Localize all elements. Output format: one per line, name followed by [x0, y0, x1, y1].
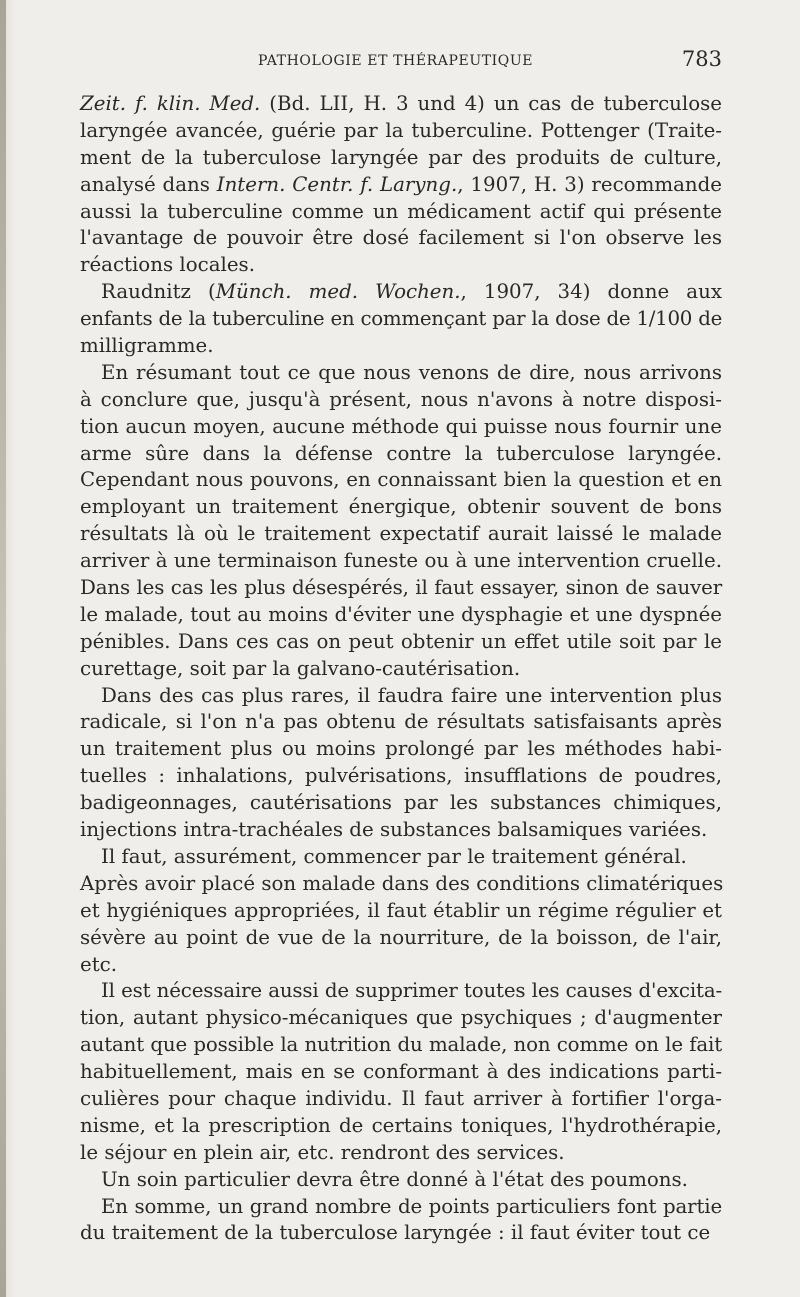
- text-line: injections intra-trachéales de substances balsamiques variées.: [80, 818, 708, 842]
- text-line: badigeonnages, cautérisations par les substances chimiques,: [80, 791, 722, 815]
- text-line: arme sûre dans la défense contre la tuberculose laryngée.: [80, 441, 722, 465]
- text-line: le séjour en plein air, etc. rendront des services.: [80, 1140, 565, 1164]
- text-line: employant un traitement énergique, obtenir souvent de bons: [80, 495, 722, 519]
- running-head: PATHOLOGIE ET THÉRAPEUTIQUE: [258, 53, 534, 69]
- text-line: réactions locales.: [80, 253, 255, 277]
- text-line: sévère au point de vue de la nourriture, de la boisson, de l'air,: [80, 925, 722, 949]
- text-line: l'avantage de pouvoir être dosé facilement si l'on observe les: [80, 226, 722, 250]
- text-line: ment de la tuberculose laryngée par des produits de culture,: [80, 145, 722, 169]
- text-line: enfants de la tuberculine en commençant par la dose de 1/100 de: [80, 307, 722, 331]
- text-line: aussi la tuberculine comme un médicament actif qui présente: [80, 199, 722, 223]
- text-line: habituellement, mais en se conformant à des indications parti-: [80, 1060, 722, 1084]
- text-line: Il faut, assurément, commencer par le traitement général.: [101, 844, 687, 868]
- text-line: Raudnitz (Münch. med. Wochen., 1907, 34) donne aux: [101, 280, 722, 304]
- text-line: arriver à une terminaison funeste ou à une intervention cruelle.: [80, 549, 722, 573]
- text-line: Après avoir placé son malade dans des conditions climatériques: [80, 871, 724, 895]
- text-line: Dans des cas plus rares, il faudra faire une intervention plus: [101, 683, 722, 707]
- body-text: [80, 91, 722, 1247]
- text-line: laryngée avancée, guérie par la tuberculine. Pottenger (Traite-: [80, 118, 722, 142]
- text-line: En résumant tout ce que nous venons de dire, nous arrivons: [101, 360, 722, 384]
- text-line: curettage, soit par la galvano-cautérisation.: [80, 656, 521, 680]
- text-line: tion aucun moyen, aucune méthode qui puisse nous fournir une: [80, 414, 722, 438]
- text-line: autant que possible la nutrition du malade, non comme on le fait: [80, 1033, 722, 1057]
- text-line: milligramme.: [80, 334, 214, 358]
- text-line: etc.: [80, 952, 118, 976]
- text-line: Dans les cas les plus désespérés, il faut essayer, sinon de sauver: [80, 576, 722, 600]
- text-line: Zeit. f. klin. Med. (Bd. LII, H. 3 und 4) un cas de tuberculose: [80, 92, 722, 115]
- text-line: culières pour chaque individu. Il faut arriver à fortifier l'orga-: [80, 1086, 722, 1110]
- text-line: Un soin particulier devra être donné à l'état des poumons.: [101, 1167, 688, 1191]
- text-line: pénibles. Dans ces cas on peut obtenir un effet utile soit par le: [80, 629, 722, 653]
- text-line: tion, autant physico-mécaniques que psychiques ; d'augmenter: [80, 1006, 722, 1030]
- page-header: [80, 47, 722, 77]
- italic-citation: Zeit. f. klin. Med.: [80, 92, 261, 115]
- page-number: 783: [681, 47, 722, 71]
- text-line: analysé dans Intern. Centr. f. Laryng., 1907, H. 3) recommande: [80, 172, 722, 196]
- text-line: un traitement plus ou moins prolongé par les méthodes habi-: [80, 737, 722, 761]
- text-line: et hygiéniques appropriées, il faut établir un régime régulier et: [80, 898, 722, 922]
- text-line: à conclure que, jusqu'à présent, nous n'avons à notre disposi-: [80, 387, 722, 411]
- text-line: nisme, et la prescription de certains toniques, l'hydrothérapie,: [80, 1113, 722, 1137]
- page-binding-edge: [0, 0, 6, 1297]
- italic-citation: Intern. Centr. f. Laryng.: [216, 172, 458, 196]
- text-line: tuelles : inhalations, pulvérisations, insufflations de poudres,: [80, 764, 722, 788]
- text-line: Il est nécessaire aussi de supprimer toutes les causes d'excita-: [101, 979, 722, 1003]
- text-line: résultats là où le traitement expectatif aurait laissé le malade: [80, 522, 722, 546]
- text-line: du traitement de la tuberculose laryngée : il faut éviter tout ce: [80, 1221, 711, 1245]
- text-line: radicale, si l'on n'a pas obtenu de résultats satisfaisants après: [80, 710, 722, 734]
- italic-citation: Münch. med. Wochen.: [215, 280, 461, 304]
- text-line: En somme, un grand nombre de points particuliers font partie: [101, 1194, 722, 1218]
- text-line: Cependant nous pouvons, en connaissant bien la question et en: [80, 468, 722, 492]
- text-line: le malade, tout au moins d'éviter une dysphagie et une dyspnée: [80, 602, 722, 626]
